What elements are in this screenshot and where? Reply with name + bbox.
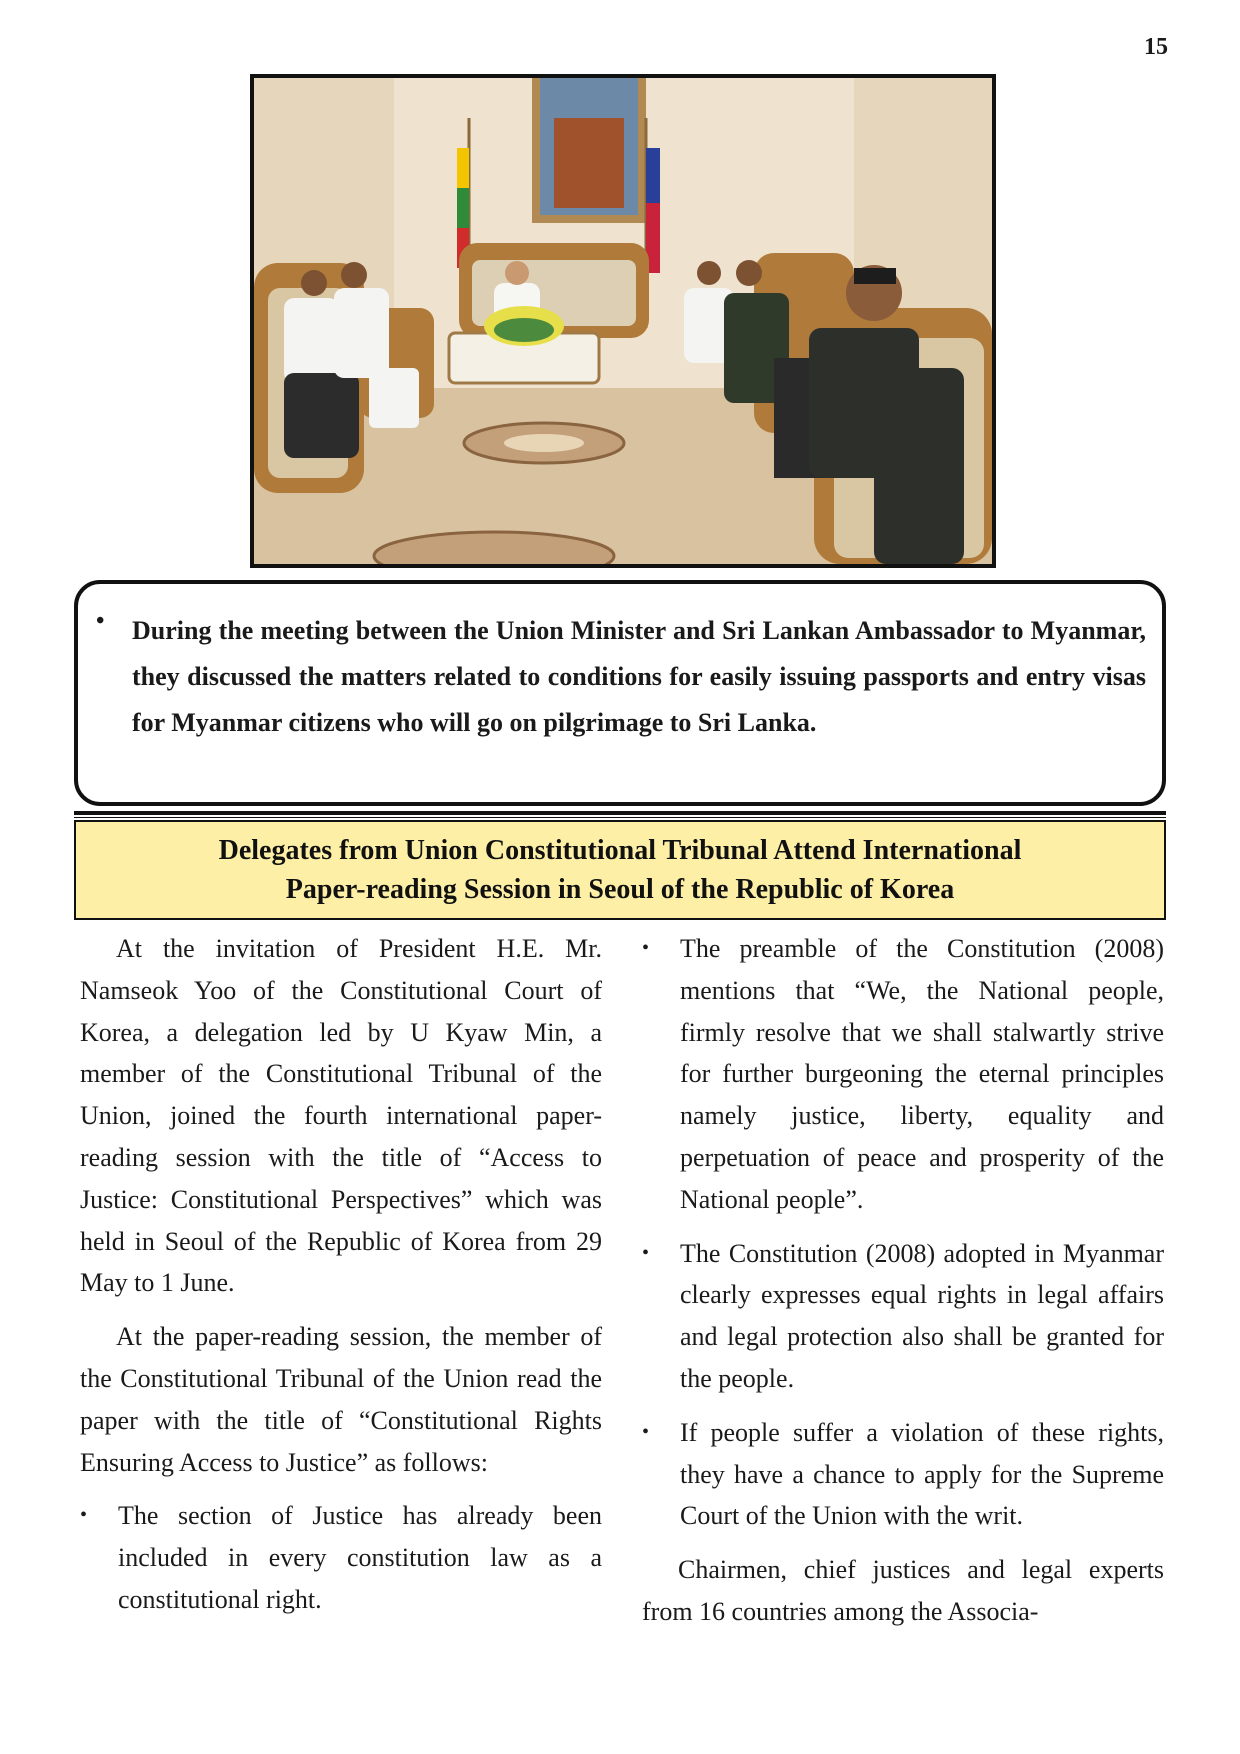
article-paragraph-1: At the invitation of President H.E. Mr. Namseok Yoo of the Constitutional Court of Korea, a delegation led by U Kyaw Min, a member of the Constitutional Tribunal of the Union, joined the fourth international paper-reading session with the title of “Access to Justice: Constitutional Perspectives” which was held in Seoul of the Republic of Korea from 29 May to 1 June. [80,934,602,1298]
article-right-column [642,928,1164,1645]
article-headline-box [74,820,1166,920]
photo-caption-text: During the meeting between the Union Minister and Sri Lankan Ambassador to Myanmar, they discussed the matters related to conditions for easily issuing passports and entry visas for Myanmar citizens who will go on pilgrimage to Sri Lanka. [132,616,1146,737]
bullet-text: The preamble of the Constitution (2008) mentions that “We, the National people, firmly resolve that we shall stalwartly strive for further burgeoning the eternal principles namely justice, liberty, equality and perpetuation of peace and prosperity of the National people”. [680,934,1164,1214]
article-bullet-2 [642,928,1164,1221]
page-number: 15 [1144,34,1168,60]
bullet-dot: • [642,1241,650,1264]
article-headline [219,831,1022,909]
article-paragraph-3: Chairmen, chief justices and legal experts from 16 countries among the Associa- [642,1555,1164,1626]
bullet-text: The section of Justice has already been included in every constitution law as a constitutional right. [118,1501,602,1614]
bullet-dot: • [642,937,650,959]
headline-line-2: Paper-reading Session in Seoul of the Republic of Korea [285,874,955,905]
section-divider-thin [74,817,1166,818]
caption-bullet: • [96,608,105,634]
article-bullet-4 [642,1412,1164,1537]
meeting-photo [250,74,996,568]
meeting-room-photo-icon [254,78,992,564]
article-bullet-3 [642,1233,1164,1400]
photo-caption-box [74,580,1166,806]
section-divider [74,811,1166,815]
article-paragraph-2: At the paper-reading session, the member of the Constitutional Tribunal of the Union read the paper with the title of “Constitutional Rights Ensuring Access to Justice” as follows: [80,1322,602,1477]
bullet-text: If people suffer a violation of these rights, they have a chance to apply for the Supreme Court of the Union with the writ. [680,1417,1164,1531]
headline-line-1: Delegates from Union Constitutional Tribunal Attend International [218,835,1022,866]
article-bullet-1 [80,1495,602,1620]
bullet-dot: • [80,1504,88,1527]
bullet-text: The Constitution (2008) adopted in Myanmar clearly expresses equal rights in legal affairs and legal protection also shall be granted for the people. [680,1238,1164,1393]
bullet-dot: • [642,1420,650,1443]
article-left-column [80,928,602,1633]
